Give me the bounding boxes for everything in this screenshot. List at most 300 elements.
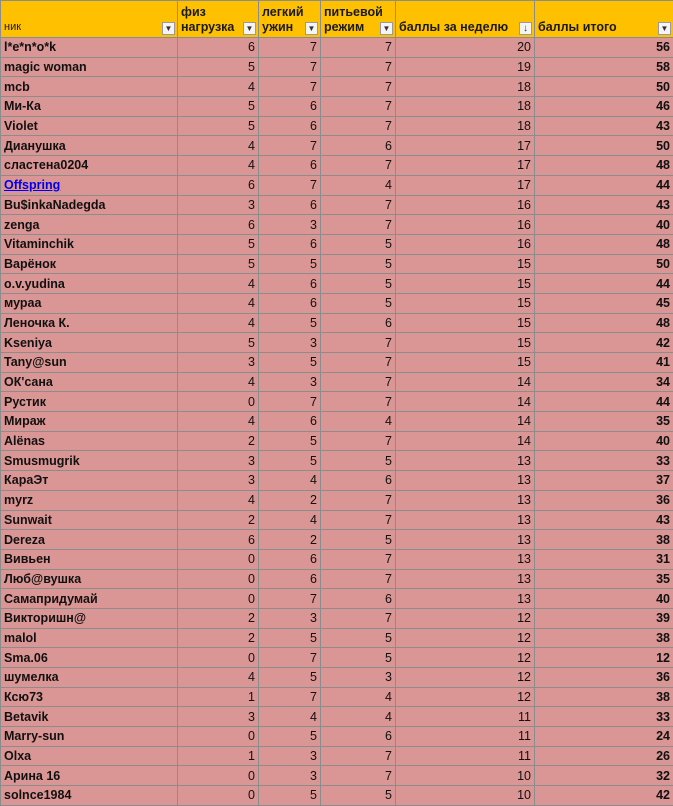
cell-fiz-nagruzka[interactable]: 4	[178, 77, 259, 97]
cell-nick[interactable]	[1, 293, 178, 313]
nick-text: Sunwait	[4, 513, 52, 527]
nick-text: Ксю73	[4, 690, 43, 704]
cell-fiz-nagruzka[interactable]: 0	[178, 392, 259, 412]
cell-legkiy-uzhin[interactable]: 6	[259, 569, 321, 589]
cell-pitevoy-rezhim[interactable]: 4	[321, 175, 396, 195]
cell-legkiy-uzhin[interactable]: 6	[259, 549, 321, 569]
cell-bally-itogo[interactable]: 40	[535, 589, 673, 609]
cell-fiz-nagruzka[interactable]: 0	[178, 786, 259, 806]
cell-legkiy-uzhin[interactable]: 7	[259, 392, 321, 412]
cell-legkiy-uzhin[interactable]: 7	[259, 687, 321, 707]
cell-bally-za-nedelyu[interactable]: 18	[396, 77, 535, 97]
cell-pitevoy-rezhim[interactable]: 4	[321, 687, 396, 707]
cell-legkiy-uzhin[interactable]: 4	[259, 707, 321, 727]
cell-bally-itogo[interactable]: 42	[535, 333, 673, 353]
cell-pitevoy-rezhim[interactable]: 7	[321, 569, 396, 589]
table-row	[1, 77, 673, 97]
cell-fiz-nagruzka[interactable]: 1	[178, 687, 259, 707]
cell-nick[interactable]	[1, 490, 178, 510]
cell-legkiy-uzhin[interactable]: 7	[259, 648, 321, 668]
cell-nick[interactable]	[1, 392, 178, 412]
cell-pitevoy-rezhim[interactable]: 6	[321, 727, 396, 747]
column-header-fiz-nagruzka[interactable]	[178, 1, 259, 38]
cell-fiz-nagruzka[interactable]: 6	[178, 215, 259, 235]
table-row	[1, 274, 673, 294]
cell-fiz-nagruzka[interactable]: 5	[178, 333, 259, 353]
column-header-pitevoy-rezhim[interactable]	[321, 1, 396, 38]
cell-bally-itogo[interactable]: 37	[535, 471, 673, 491]
cell-bally-za-nedelyu[interactable]: 12	[396, 648, 535, 668]
nick-text: myrz	[4, 493, 33, 507]
cell-bally-za-nedelyu[interactable]: 11	[396, 727, 535, 747]
cell-pitevoy-rezhim[interactable]: 7	[321, 77, 396, 97]
cell-pitevoy-rezhim[interactable]: 3	[321, 668, 396, 688]
cell-fiz-nagruzka[interactable]: 1	[178, 746, 259, 766]
table-row	[1, 786, 673, 806]
nick-text: mcb	[4, 80, 30, 94]
table-row	[1, 412, 673, 432]
cell-nick[interactable]	[1, 471, 178, 491]
cell-pitevoy-rezhim[interactable]: 7	[321, 392, 396, 412]
cell-legkiy-uzhin[interactable]: 3	[259, 608, 321, 628]
cell-bally-za-nedelyu[interactable]: 15	[396, 333, 535, 353]
filter-dropdown-icon[interactable]: ▼	[658, 22, 671, 35]
cell-fiz-nagruzka[interactable]: 0	[178, 766, 259, 786]
cell-pitevoy-rezhim[interactable]: 7	[321, 549, 396, 569]
cell-legkiy-uzhin[interactable]: 5	[259, 451, 321, 471]
sort-descending-icon[interactable]: ↓	[519, 22, 532, 35]
cell-bally-za-nedelyu[interactable]: 10	[396, 766, 535, 786]
cell-nick[interactable]	[1, 510, 178, 530]
cell-nick[interactable]	[1, 136, 178, 156]
cell-bally-za-nedelyu[interactable]: 13	[396, 530, 535, 550]
cell-legkiy-uzhin[interactable]: 3	[259, 333, 321, 353]
cell-legkiy-uzhin[interactable]: 4	[259, 510, 321, 530]
cell-nick[interactable]	[1, 333, 178, 353]
cell-bally-itogo[interactable]: 43	[535, 510, 673, 530]
cell-bally-itogo[interactable]: 36	[535, 490, 673, 510]
cell-bally-itogo[interactable]: 48	[535, 313, 673, 333]
table-row	[1, 549, 673, 569]
cell-legkiy-uzhin[interactable]: 6	[259, 234, 321, 254]
cell-nick[interactable]	[1, 746, 178, 766]
cell-bally-itogo[interactable]: 58	[535, 57, 673, 77]
cell-bally-za-nedelyu[interactable]: 14	[396, 412, 535, 432]
column-header-label: физ нагрузка	[181, 5, 255, 35]
cell-bally-itogo[interactable]: 33	[535, 707, 673, 727]
cell-bally-za-nedelyu[interactable]: 11	[396, 746, 535, 766]
cell-bally-za-nedelyu[interactable]: 15	[396, 353, 535, 373]
table-row	[1, 254, 673, 274]
cell-legkiy-uzhin[interactable]: 7	[259, 175, 321, 195]
nick-text: Smusmugrik	[4, 454, 80, 468]
cell-fiz-nagruzka[interactable]: 5	[178, 116, 259, 136]
cell-pitevoy-rezhim[interactable]: 7	[321, 431, 396, 451]
cell-pitevoy-rezhim[interactable]: 7	[321, 116, 396, 136]
cell-fiz-nagruzka[interactable]: 0	[178, 589, 259, 609]
cell-bally-za-nedelyu[interactable]: 15	[396, 293, 535, 313]
cell-legkiy-uzhin[interactable]: 7	[259, 136, 321, 156]
table-row	[1, 687, 673, 707]
cell-bally-za-nedelyu[interactable]: 15	[396, 313, 535, 333]
cell-bally-za-nedelyu[interactable]: 13	[396, 569, 535, 589]
table-row	[1, 569, 673, 589]
cell-bally-itogo[interactable]: 56	[535, 38, 673, 58]
cell-nick[interactable]	[1, 608, 178, 628]
cell-fiz-nagruzka[interactable]: 0	[178, 569, 259, 589]
nick-text: magic woman	[4, 60, 87, 74]
cell-nick[interactable]	[1, 412, 178, 432]
cell-pitevoy-rezhim[interactable]: 6	[321, 471, 396, 491]
cell-bally-itogo[interactable]: 24	[535, 727, 673, 747]
cell-fiz-nagruzka[interactable]: 3	[178, 451, 259, 471]
cell-bally-za-nedelyu[interactable]: 17	[396, 156, 535, 176]
cell-bally-za-nedelyu[interactable]: 17	[396, 136, 535, 156]
cell-bally-za-nedelyu[interactable]: 20	[396, 38, 535, 58]
column-header-label: ник	[4, 20, 174, 35]
cell-pitevoy-rezhim[interactable]: 5	[321, 530, 396, 550]
cell-nick[interactable]	[1, 353, 178, 373]
cell-legkiy-uzhin[interactable]: 5	[259, 431, 321, 451]
cell-bally-itogo[interactable]: 40	[535, 431, 673, 451]
cell-fiz-nagruzka[interactable]: 4	[178, 293, 259, 313]
cell-bally-itogo[interactable]: 12	[535, 648, 673, 668]
cell-fiz-nagruzka[interactable]: 4	[178, 490, 259, 510]
cell-pitevoy-rezhim[interactable]: 7	[321, 510, 396, 530]
cell-legkiy-uzhin[interactable]: 3	[259, 372, 321, 392]
cell-fiz-nagruzka[interactable]: 2	[178, 628, 259, 648]
cell-legkiy-uzhin[interactable]: 7	[259, 38, 321, 58]
cell-fiz-nagruzka[interactable]: 0	[178, 727, 259, 747]
cell-nick[interactable]	[1, 786, 178, 806]
nick-text: Рустик	[4, 395, 46, 409]
cell-nick[interactable]	[1, 707, 178, 727]
cell-legkiy-uzhin[interactable]: 5	[259, 628, 321, 648]
cell-nick[interactable]	[1, 156, 178, 176]
table-row	[1, 293, 673, 313]
cell-pitevoy-rezhim[interactable]: 7	[321, 57, 396, 77]
cell-bally-za-nedelyu[interactable]: 14	[396, 392, 535, 412]
cell-pitevoy-rezhim[interactable]: 7	[321, 195, 396, 215]
nick-text: Самапридумай	[4, 592, 98, 606]
cell-pitevoy-rezhim[interactable]: 4	[321, 707, 396, 727]
cell-nick[interactable]	[1, 77, 178, 97]
cell-bally-za-nedelyu[interactable]: 13	[396, 589, 535, 609]
cell-pitevoy-rezhim[interactable]: 4	[321, 412, 396, 432]
cell-bally-itogo[interactable]: 50	[535, 136, 673, 156]
cell-bally-itogo[interactable]: 45	[535, 293, 673, 313]
cell-bally-itogo[interactable]: 33	[535, 451, 673, 471]
cell-legkiy-uzhin[interactable]: 2	[259, 490, 321, 510]
cell-bally-itogo[interactable]: 40	[535, 215, 673, 235]
nick-text: Мираж	[4, 414, 46, 428]
cell-legkiy-uzhin[interactable]: 7	[259, 77, 321, 97]
nick-text: Леночка К.	[4, 316, 70, 330]
cell-bally-za-nedelyu[interactable]: 13	[396, 549, 535, 569]
cell-legkiy-uzhin[interactable]: 5	[259, 727, 321, 747]
nick-text: Викторишн@	[4, 611, 86, 625]
cell-bally-za-nedelyu[interactable]: 18	[396, 97, 535, 117]
column-header-legkiy-uzhin[interactable]	[259, 1, 321, 38]
cell-pitevoy-rezhim[interactable]: 5	[321, 451, 396, 471]
cell-fiz-nagruzka[interactable]: 4	[178, 136, 259, 156]
cell-bally-itogo[interactable]: 44	[535, 175, 673, 195]
cell-nick[interactable]	[1, 313, 178, 333]
cell-legkiy-uzhin[interactable]: 6	[259, 195, 321, 215]
cell-bally-za-nedelyu[interactable]: 17	[396, 175, 535, 195]
cell-bally-itogo[interactable]: 38	[535, 530, 673, 550]
cell-bally-za-nedelyu[interactable]: 12	[396, 628, 535, 648]
cell-legkiy-uzhin[interactable]: 6	[259, 116, 321, 136]
cell-fiz-nagruzka[interactable]: 6	[178, 530, 259, 550]
cell-bally-za-nedelyu[interactable]: 14	[396, 372, 535, 392]
cell-bally-za-nedelyu[interactable]: 16	[396, 215, 535, 235]
cell-fiz-nagruzka[interactable]: 3	[178, 195, 259, 215]
cell-legkiy-uzhin[interactable]: 4	[259, 471, 321, 491]
cell-legkiy-uzhin[interactable]: 2	[259, 530, 321, 550]
cell-bally-za-nedelyu[interactable]: 13	[396, 490, 535, 510]
cell-legkiy-uzhin[interactable]: 6	[259, 274, 321, 294]
cell-fiz-nagruzka[interactable]: 4	[178, 372, 259, 392]
cell-pitevoy-rezhim[interactable]: 6	[321, 313, 396, 333]
cell-fiz-nagruzka[interactable]: 5	[178, 254, 259, 274]
cell-bally-itogo[interactable]: 31	[535, 549, 673, 569]
cell-legkiy-uzhin[interactable]: 7	[259, 57, 321, 77]
cell-bally-za-nedelyu[interactable]: 10	[396, 786, 535, 806]
cell-nick[interactable]	[1, 431, 178, 451]
table-row	[1, 490, 673, 510]
nick-link[interactable]: Offspring	[4, 178, 60, 192]
cell-bally-itogo[interactable]: 35	[535, 412, 673, 432]
cell-bally-itogo[interactable]: 42	[535, 786, 673, 806]
cell-pitevoy-rezhim[interactable]: 7	[321, 608, 396, 628]
cell-nick[interactable]	[1, 97, 178, 117]
cell-fiz-nagruzka[interactable]: 5	[178, 97, 259, 117]
cell-nick[interactable]	[1, 727, 178, 747]
cell-nick[interactable]	[1, 628, 178, 648]
cell-bally-itogo[interactable]: 32	[535, 766, 673, 786]
cell-fiz-nagruzka[interactable]: 5	[178, 234, 259, 254]
filter-dropdown-icon[interactable]: ▼	[305, 22, 318, 35]
cell-fiz-nagruzka[interactable]: 4	[178, 274, 259, 294]
nick-text: Vitaminchik	[4, 237, 74, 251]
table-row	[1, 195, 673, 215]
cell-pitevoy-rezhim[interactable]: 5	[321, 293, 396, 313]
cell-legkiy-uzhin[interactable]: 5	[259, 254, 321, 274]
cell-nick[interactable]	[1, 549, 178, 569]
cell-nick[interactable]	[1, 116, 178, 136]
nick-text: Sma.06	[4, 651, 48, 665]
cell-fiz-nagruzka[interactable]: 2	[178, 431, 259, 451]
cell-pitevoy-rezhim[interactable]: 7	[321, 156, 396, 176]
nick-text: zenga	[4, 218, 39, 232]
cell-pitevoy-rezhim[interactable]: 7	[321, 215, 396, 235]
cell-bally-za-nedelyu[interactable]: 13	[396, 510, 535, 530]
cell-bally-za-nedelyu[interactable]: 15	[396, 254, 535, 274]
nick-text: Alёnas	[4, 434, 45, 448]
column-header-label: питьевой режим	[324, 5, 392, 35]
cell-bally-itogo[interactable]: 46	[535, 97, 673, 117]
cell-bally-itogo[interactable]: 36	[535, 668, 673, 688]
cell-bally-itogo[interactable]: 48	[535, 156, 673, 176]
cell-legkiy-uzhin[interactable]: 5	[259, 353, 321, 373]
cell-legkiy-uzhin[interactable]: 6	[259, 156, 321, 176]
cell-bally-itogo[interactable]: 44	[535, 392, 673, 412]
cell-fiz-nagruzka[interactable]: 2	[178, 608, 259, 628]
cell-bally-itogo[interactable]: 34	[535, 372, 673, 392]
table-row	[1, 648, 673, 668]
cell-bally-za-nedelyu[interactable]: 12	[396, 687, 535, 707]
table-row	[1, 628, 673, 648]
nick-text: сластена0204	[4, 158, 88, 172]
cell-pitevoy-rezhim[interactable]: 5	[321, 628, 396, 648]
cell-fiz-nagruzka[interactable]: 6	[178, 38, 259, 58]
cell-nick[interactable]	[1, 766, 178, 786]
table-row	[1, 727, 673, 747]
cell-fiz-nagruzka[interactable]: 3	[178, 471, 259, 491]
column-header-bally-itogo[interactable]	[535, 1, 673, 38]
table-row	[1, 353, 673, 373]
table-row	[1, 707, 673, 727]
cell-fiz-nagruzka[interactable]: 3	[178, 353, 259, 373]
cell-legkiy-uzhin[interactable]: 5	[259, 313, 321, 333]
cell-legkiy-uzhin[interactable]: 6	[259, 97, 321, 117]
cell-pitevoy-rezhim[interactable]: 5	[321, 274, 396, 294]
table-row	[1, 57, 673, 77]
filter-dropdown-icon[interactable]: ▼	[380, 22, 393, 35]
table-row	[1, 156, 673, 176]
cell-nick[interactable]	[1, 687, 178, 707]
cell-legkiy-uzhin[interactable]: 5	[259, 786, 321, 806]
cell-bally-itogo[interactable]: 43	[535, 195, 673, 215]
table-row	[1, 116, 673, 136]
cell-fiz-nagruzka[interactable]: 4	[178, 412, 259, 432]
cell-bally-itogo[interactable]: 43	[535, 116, 673, 136]
cell-pitevoy-rezhim[interactable]: 5	[321, 648, 396, 668]
cell-bally-za-nedelyu[interactable]: 19	[396, 57, 535, 77]
cell-bally-itogo[interactable]: 50	[535, 254, 673, 274]
cell-pitevoy-rezhim[interactable]: 5	[321, 254, 396, 274]
cell-bally-za-nedelyu[interactable]: 12	[396, 608, 535, 628]
table-row	[1, 38, 673, 58]
cell-pitevoy-rezhim[interactable]: 7	[321, 38, 396, 58]
cell-nick[interactable]	[1, 589, 178, 609]
cell-fiz-nagruzka[interactable]: 5	[178, 57, 259, 77]
nick-text: КараЭт	[4, 473, 48, 487]
cell-bally-za-nedelyu[interactable]: 16	[396, 234, 535, 254]
nick-text: Marry-sun	[4, 729, 64, 743]
cell-bally-za-nedelyu[interactable]: 16	[396, 195, 535, 215]
cell-nick[interactable]	[1, 254, 178, 274]
nick-text: Betavik	[4, 710, 48, 724]
column-header-label: легкий ужин	[262, 5, 317, 35]
cell-bally-itogo[interactable]: 41	[535, 353, 673, 373]
filter-dropdown-icon[interactable]: ▼	[243, 22, 256, 35]
cell-bally-itogo[interactable]: 50	[535, 77, 673, 97]
cell-pitevoy-rezhim[interactable]: 7	[321, 333, 396, 353]
cell-fiz-nagruzka[interactable]: 3	[178, 707, 259, 727]
table-row	[1, 431, 673, 451]
table-row	[1, 175, 673, 195]
cell-bally-itogo[interactable]: 38	[535, 687, 673, 707]
cell-pitevoy-rezhim[interactable]: 6	[321, 136, 396, 156]
cell-bally-za-nedelyu[interactable]: 15	[396, 274, 535, 294]
cell-nick[interactable]	[1, 668, 178, 688]
cell-fiz-nagruzka[interactable]: 6	[178, 175, 259, 195]
cell-bally-itogo[interactable]: 26	[535, 746, 673, 766]
cell-pitevoy-rezhim[interactable]: 7	[321, 746, 396, 766]
cell-bally-za-nedelyu[interactable]: 13	[396, 451, 535, 471]
cell-fiz-nagruzka[interactable]: 0	[178, 549, 259, 569]
cell-pitevoy-rezhim[interactable]: 7	[321, 97, 396, 117]
cell-nick[interactable]	[1, 195, 178, 215]
cell-pitevoy-rezhim[interactable]: 5	[321, 234, 396, 254]
cell-legkiy-uzhin[interactable]: 6	[259, 412, 321, 432]
nick-text: Дианушка	[4, 139, 66, 153]
cell-legkiy-uzhin[interactable]: 6	[259, 293, 321, 313]
cell-pitevoy-rezhim[interactable]: 7	[321, 372, 396, 392]
cell-nick[interactable]	[1, 57, 178, 77]
table-row	[1, 392, 673, 412]
cell-nick[interactable]	[1, 372, 178, 392]
cell-bally-itogo[interactable]: 35	[535, 569, 673, 589]
cell-bally-za-nedelyu[interactable]: 18	[396, 116, 535, 136]
cell-legkiy-uzhin[interactable]: 7	[259, 589, 321, 609]
table-row	[1, 97, 673, 117]
table-body	[1, 38, 673, 806]
cell-fiz-nagruzka[interactable]: 0	[178, 648, 259, 668]
cell-legkiy-uzhin[interactable]: 3	[259, 746, 321, 766]
cell-fiz-nagruzka[interactable]: 4	[178, 156, 259, 176]
cell-legkiy-uzhin[interactable]: 3	[259, 766, 321, 786]
cell-bally-za-nedelyu[interactable]: 11	[396, 707, 535, 727]
column-header-bally-za-nedelyu[interactable]	[396, 1, 535, 38]
filter-dropdown-icon[interactable]: ▼	[162, 22, 175, 35]
cell-fiz-nagruzka[interactable]: 4	[178, 313, 259, 333]
cell-legkiy-uzhin[interactable]: 3	[259, 215, 321, 235]
table-row	[1, 668, 673, 688]
table-row	[1, 215, 673, 235]
cell-pitevoy-rezhim[interactable]: 7	[321, 766, 396, 786]
cell-bally-itogo[interactable]: 38	[535, 628, 673, 648]
cell-nick[interactable]	[1, 530, 178, 550]
cell-nick[interactable]	[1, 38, 178, 58]
cell-fiz-nagruzka[interactable]: 2	[178, 510, 259, 530]
cell-pitevoy-rezhim[interactable]: 6	[321, 589, 396, 609]
cell-pitevoy-rezhim[interactable]: 5	[321, 786, 396, 806]
cell-nick[interactable]	[1, 274, 178, 294]
cell-bally-za-nedelyu[interactable]: 14	[396, 431, 535, 451]
nick-text: Ми-Ка	[4, 99, 41, 113]
cell-nick[interactable]	[1, 215, 178, 235]
cell-nick-hyperlink[interactable]	[1, 175, 178, 195]
column-header-nick[interactable]	[1, 1, 178, 38]
cell-bally-za-nedelyu[interactable]: 13	[396, 471, 535, 491]
cell-pitevoy-rezhim[interactable]: 7	[321, 490, 396, 510]
cell-bally-itogo[interactable]: 44	[535, 274, 673, 294]
cell-fiz-nagruzka[interactable]: 4	[178, 668, 259, 688]
cell-pitevoy-rezhim[interactable]: 7	[321, 353, 396, 373]
cell-bally-itogo[interactable]: 48	[535, 234, 673, 254]
cell-bally-za-nedelyu[interactable]: 12	[396, 668, 535, 688]
cell-nick[interactable]	[1, 569, 178, 589]
cell-legkiy-uzhin[interactable]: 5	[259, 668, 321, 688]
nick-text: Kseniya	[4, 336, 52, 350]
cell-nick[interactable]	[1, 648, 178, 668]
cell-bally-itogo[interactable]: 39	[535, 608, 673, 628]
cell-nick[interactable]	[1, 451, 178, 471]
cell-nick[interactable]	[1, 234, 178, 254]
